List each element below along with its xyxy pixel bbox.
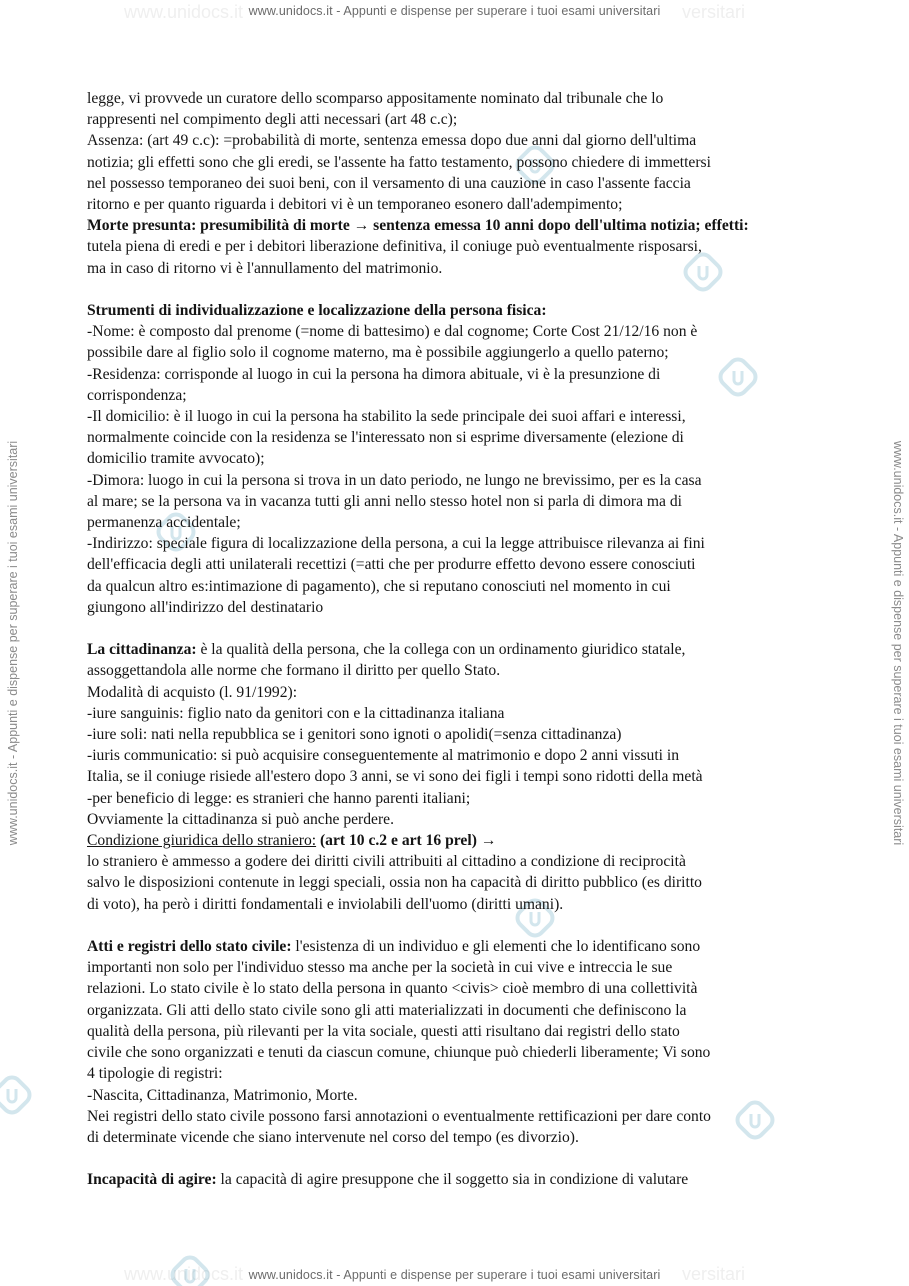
text-line <box>87 639 827 660</box>
heading-incapacita: Incapacità di agire: <box>87 1171 217 1189</box>
heading-atti-registri: Atti e registri dello stato civile: <box>87 938 292 956</box>
text-line: -iure sanguinis: figlio nato da genitori con e la cittadinanza italiana <box>87 704 505 722</box>
text-line: legge, vi provvede un curatore dello scomparso appositamente nominato dal tribunale che lo <box>87 90 664 107</box>
unidocs-logo-icon <box>0 1075 32 1115</box>
text-line: salvo le disposizioni contenute in leggi speciali, ossia non ha capacità di diritto pubblico (es diritto <box>87 874 702 892</box>
text-line: -Dimora: luogo in cui la persona si trova in un dato periodo, ne lungo ne brevissimo, per es la casa <box>87 471 702 489</box>
text-line: relazioni. Lo stato civile è lo stato della persona in quanto <civis> cioè membro di una collettività <box>87 980 698 998</box>
text-line: Nei registri dello stato civile possono farsi annotazioni o eventualmente rettificazioni per dare conto <box>87 1107 711 1125</box>
text-line: domicilio tramite avvocato); <box>87 450 265 468</box>
text-line: -Il domicilio: è il luogo in cui la persona ha stabilito la sede principale dei suoi affari e interessi, <box>87 408 686 426</box>
text-line: -Nome: è composto dal prenome (=nome di battesimo) e dal cognome; Corte Cost 21/12/16 non è <box>87 323 698 341</box>
text-line: di voto), ha però i diritti fondamentali e inviolabili dell'uomo (diritti umani). <box>87 895 564 913</box>
unidocs-logo-icon <box>170 1255 210 1286</box>
ghost-watermark-text: www.unidocs.it <box>124 1264 244 1284</box>
text-line: organizzata. Gli atti dello stato civile sono gli atti materializzati in documenti che definiscono la <box>87 1001 687 1019</box>
text-line: importanti non solo per l'individuo stesso ma anche per la società in cui vive e intreccia le sue <box>87 959 673 977</box>
atti-registri-text: l'esistenza di un individuo e gli elementi che lo identificano sono <box>291 938 701 956</box>
text-line: assoggettandola alle norme che formano il diritto per quello Stato. <box>87 662 501 680</box>
document-body <box>87 88 827 1191</box>
text-line: -per beneficio di legge: es stranieri che hanno parenti italiani; <box>87 789 471 807</box>
text-line: notizia; gli effetti sono che gli eredi, se l'assente ha fatto testamento, possono chiedere di immettersi <box>87 153 711 171</box>
text-line: ritorno e per quanto riguarda i debitori vi è un temporaneo esonero dall'adempimento; <box>87 196 623 214</box>
cittadinanza-text: è la qualità della persona, che la collega con un ordinamento giuridico statale, <box>196 641 686 659</box>
text-line: permanenza accidentale; <box>87 514 241 532</box>
heading-cittadinanza: La cittadinanza: <box>87 641 197 659</box>
text-line: -Indirizzo: speciale figura di localizzazione della persona, a cui la legge attribuisce rilevanza ai fini <box>87 535 705 553</box>
incapacita-text: la capacità di agire presuppone che il soggetto sia in condizione di valutare <box>216 1171 689 1189</box>
straniero-heading: Condizione giuridica dello straniero: <box>87 832 317 850</box>
heading-strumenti: Strumenti di individualizzazione e localizzazione della persona fisica: <box>87 302 547 320</box>
text-line-bold <box>87 215 827 236</box>
text-line: giungono all'indirizzo del destinatario <box>87 598 324 616</box>
text-line: qualità della persona, più rilevanti per la vita sociale, questi atti risultano dai registri dello stato <box>87 1022 680 1040</box>
straniero-articles: (art 10 c.2 e art 16 prel) → <box>316 832 497 850</box>
text-line: da qualcun altro es:intimazione di pagamento), che si reputano conosciuti nel momento in cui <box>87 577 671 595</box>
text-line: al mare; se la persona va in vacanza tutti gli anni nello stesso hotel non si parla di dimora ma di <box>87 492 682 510</box>
ghost-watermark-text: www.unidocs.it <box>124 2 244 22</box>
text-line: Assenza: (art 49 c.c): =probabilità di morte, sentenza emessa dopo due anni dal giorno dell'ultima <box>87 132 697 150</box>
text-line: lo straniero è ammesso a godere dei diritti civili attribuiti al cittadino a condizione di reciprocità <box>87 853 686 871</box>
ghost-watermark-text: versitari <box>682 2 746 22</box>
footer-banner[interactable]: www.unidocs.it - Appunti e dispense per superare i tuoi esami universitari <box>248 1268 661 1282</box>
morte-presunta-text: Morte presunta: presumibilità di morte → sentenza emessa 10 anni dopo dell'ultima notizia; effetti: <box>87 217 749 235</box>
text-line: normalmente coincide con la residenza se l'interessato non si esprime diversamente (elezione di <box>87 429 684 447</box>
right-side-banner[interactable]: www.unidocs.it - Appunti e dispense per superare i tuoi esami universitari <box>891 440 905 846</box>
ghost-watermark-text: versitari <box>682 1264 746 1284</box>
left-side-banner[interactable]: www.unidocs.it - Appunti e dispense per superare i tuoi esami universitari <box>6 440 20 846</box>
header-banner[interactable]: www.unidocs.it - Appunti e dispense per superare i tuoi esami universitari <box>248 4 661 18</box>
text-line: 4 tipologie di registri: <box>87 1065 223 1083</box>
text-line: nel possesso temporaneo dei suoi beni, con il versamento di una cauzione in caso l'assente faccia <box>87 174 691 192</box>
text-line: Italia, se il coniuge risiede all'estero dopo 3 anni, se vi sono dei figli i tempi sono ridotti della metà <box>87 768 703 786</box>
text-line: Ovviamente la cittadinanza si può anche perdere. <box>87 810 394 828</box>
text-line: possibile dare al figlio solo il cognome materno, ma è possibile aggiungerlo a quello paterno; <box>87 344 669 362</box>
text-line: -iuris communicatio: si può acquisire conseguentemente al matrimonio e dopo 2 anni vissuti in <box>87 747 680 765</box>
text-line: civile che sono organizzati e tenuti da ciascun comune, chiunque può chiederli liberamente; Vi sono <box>87 1044 711 1062</box>
text-line: Modalità di acquisto (l. 91/1992): <box>87 683 298 701</box>
text-line: dell'efficacia degli atti unilaterali recettizi (=atti che per produrre effetto devono essere conosciuti <box>87 556 696 574</box>
text-line <box>87 1169 827 1190</box>
text-line: -Nascita, Cittadinanza, Matrimonio, Morte. <box>87 1086 358 1104</box>
section-heading <box>87 300 827 321</box>
text-line: -iure soli: nati nella repubblica se i genitori sono ignoti o apolidi(=senza cittadinanza) <box>87 726 622 744</box>
text-line <box>87 830 827 851</box>
text-line: corrispondenza; <box>87 386 187 404</box>
text-line: rappresenti nel compimento degli atti necessari (art 48 c.c); <box>87 111 458 129</box>
text-line: tutela piena di eredi e per i debitori liberazione definitiva, il coniuge può eventualmente risposarsi, <box>87 238 702 256</box>
text-line: -Residenza: corrisponde al luogo in cui la persona ha dimora abituale, vi è la presunzione di <box>87 365 661 383</box>
text-line <box>87 936 827 957</box>
text-line: di determinate vicende che siano intervenute nel corso del tempo (es divorzio). <box>87 1128 579 1146</box>
text-line: ma in caso di ritorno vi è l'annullamento del matrimonio. <box>87 259 443 277</box>
